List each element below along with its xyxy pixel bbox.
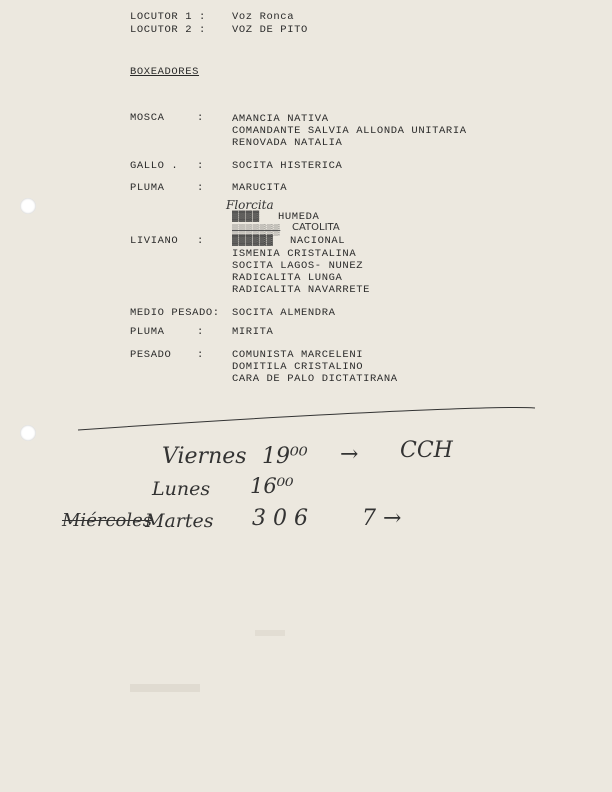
boxer-name: SOCITA LAGOS- NUNEZ [232, 260, 364, 272]
boxer-name: ISMENIA CRISTALINA [232, 248, 357, 260]
handwritten-note: 19⁰⁰ [262, 444, 308, 469]
handwritten-note: Miércoles [62, 510, 153, 531]
handwritten-note: Martes [145, 510, 214, 532]
handwritten-note: → [340, 442, 359, 467]
handwritten-note: Lunes [152, 478, 211, 500]
handwritten-note: 3 0 6 [252, 506, 308, 531]
boxer-name: SOCITA ALMENDRA [232, 307, 336, 319]
category-name: PESADO [130, 349, 172, 361]
category-sep: : [197, 112, 204, 124]
locutor-1-value: Voz Ronca [232, 11, 295, 23]
category-sep: : [197, 349, 204, 361]
boxer-name: RADICALITA NAVARRETE [232, 284, 371, 296]
handwritten-note: 16⁰⁰ [250, 474, 294, 498]
locutor-2-value: VOZ DE PITO [232, 24, 308, 36]
boxer-name: MARUCITA [232, 182, 288, 194]
boxer-name: AMANCIA NATIVA [232, 113, 329, 125]
bleed-through-mark [130, 684, 200, 692]
locutor-2-label: LOCUTOR 2 : [130, 24, 206, 36]
boxer-name: COMANDANTE SALVIA ALLONDA UNITARIA [232, 125, 467, 137]
category-name: PLUMA [130, 182, 165, 194]
category-name: PLUMA [130, 326, 165, 338]
boxer-name: DOMITILA CRISTALINO [232, 361, 364, 373]
handwritten-correction: CATOLITA [292, 222, 340, 233]
handwritten-note: Viernes [162, 444, 247, 469]
category-sep: : [197, 235, 204, 247]
handwritten-correction: Florcita [226, 198, 274, 212]
category-sep: : [197, 326, 204, 338]
boxer-name: SOCITA HISTERICA [232, 160, 343, 172]
handwritten-note: 7 → [362, 506, 402, 531]
category-name: LIVIANO [130, 235, 179, 247]
boxer-name: COMUNISTA MARCELENI [232, 349, 364, 361]
boxer-name: RADICALITA LUNGA [232, 272, 343, 284]
section-title: BOXEADORES [130, 66, 200, 78]
category-sep: : [197, 160, 204, 172]
locutor-1-label: LOCUTOR 1 : [130, 11, 206, 23]
crossed-out-text: ▓▓▓▓▓▓ [232, 235, 274, 247]
boxer-name: HUMEDA [278, 211, 320, 223]
boxer-name: NACIONAL [290, 235, 346, 247]
crossed-out-text: ▒▒▒▒▒▒▒ [232, 225, 281, 237]
crossed-out-text: ▓▓▓▓ [232, 211, 260, 223]
category-sep: : [197, 182, 204, 194]
boxer-name: CARA DE PALO DICTATIRANA [232, 373, 398, 385]
category-name: MOSCA [130, 112, 165, 124]
bleed-through-mark [255, 630, 285, 636]
category-name: GALLO . [130, 160, 179, 172]
boxer-name: MIRITA [232, 326, 274, 338]
category-name: MEDIO PESADO: [130, 307, 220, 319]
handwritten-note: CCH [400, 438, 453, 463]
boxer-name: RENOVADA NATALIA [232, 137, 343, 149]
